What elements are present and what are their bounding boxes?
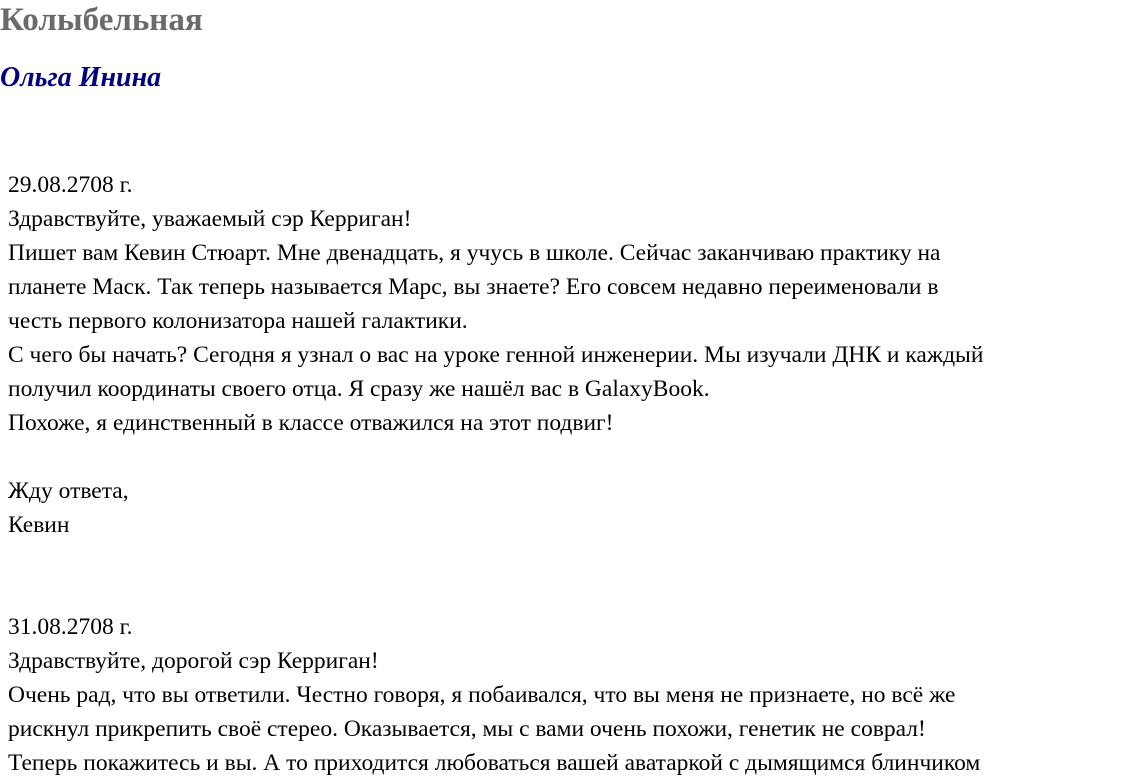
paragraph-spacer — [8, 440, 1138, 474]
page-title: Колыбельная — [0, 2, 203, 38]
letter-paragraph: Похоже, я единственный в классе отважился на этот подвиг! — [8, 410, 614, 436]
letter-closing: Жду ответа, — [8, 478, 129, 504]
letter — [8, 610, 1138, 780]
letter-greeting: Здравствуйте, уважаемый сэр Керриган! — [8, 206, 412, 232]
letter-greeting: Здравствуйте, дорогой сэр Керриган! — [8, 648, 379, 674]
letter-date: 31.08.2708 г. — [8, 614, 133, 640]
letter — [8, 168, 1138, 542]
letter-paragraph: Пишет вам Кевин Стюарт. Мне двенадцать, я учусь в школе. Сейчас заканчиваю практику на планете Маск. Так теперь называется Марс, вы знаете? Его совсем недавно переименовали в честь первого колонизатора нашей галактики. — [8, 240, 941, 334]
letter-paragraph: Очень рад, что вы ответили. Честно говоря, я побаивался, что вы меня не признаете, но всё же рискнул прикрепить своё стерео. Оказывается, мы с вами очень похожи, генетик не соврал! Теперь покажитесь и вы. А то приходится любоваться вашей аватаркой с дымящимся блинчиком — [8, 682, 981, 776]
letter-signature: Кевин — [8, 512, 70, 538]
letter-paragraph: С чего бы начать? Сегодня я узнал о вас на уроке генной инженерии. Мы изучали ДНК и каждый получил координаты своего отца. Я сразу же нашёл вас в GalaxyBook. — [8, 342, 984, 402]
author-name: Ольга Инина — [0, 62, 162, 93]
letter-date: 29.08.2708 г. — [8, 172, 133, 198]
